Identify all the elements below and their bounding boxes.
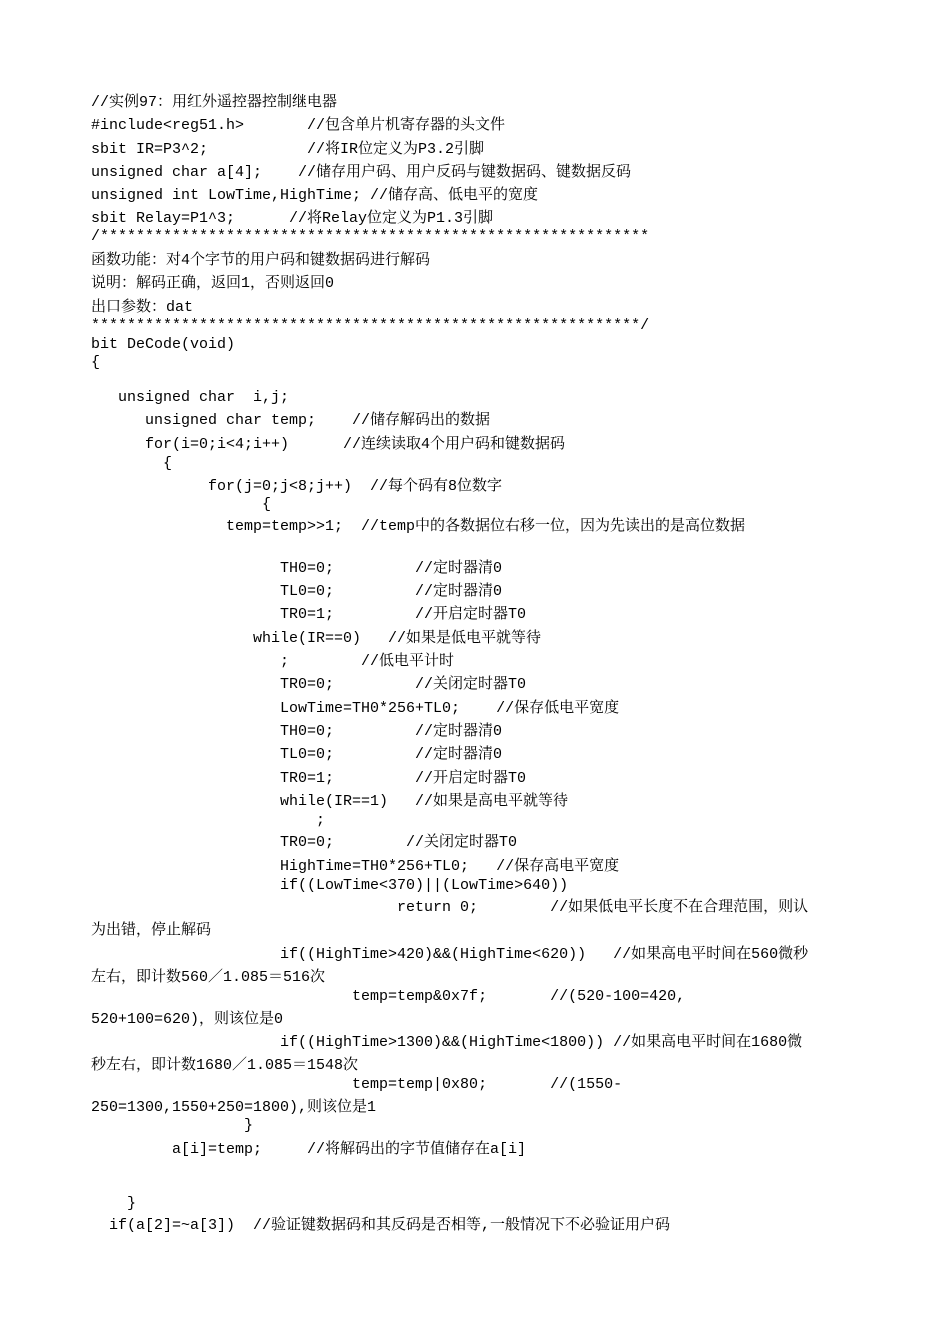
comment-divider: /************************************************************* xyxy=(91,228,650,245)
code-line: temp=temp>>1; //temp中的各数据位右移一位，因为先读出的是高位数据 xyxy=(91,518,746,535)
code-line: TR0=1; //开启定时器T0 xyxy=(91,770,527,787)
code-line: a[i]=temp; //将解码出的字节值储存在a[i] xyxy=(91,1141,527,1158)
code-line: for(j=0;j<8;j++) //每个码有8位数字 xyxy=(91,478,503,495)
comment-divider: *************************************************************/ xyxy=(91,317,650,334)
code-line: for(i=0;i<4;i++) //连续读取4个用户码和键数据码 xyxy=(91,436,566,453)
code-line: bit DeCode(void) xyxy=(91,336,236,353)
code-line: ; //低电平计时 xyxy=(91,653,455,670)
code-line: 520+100=620)，则该位是0 xyxy=(91,1011,284,1028)
code-line: unsigned char i,j; xyxy=(91,389,290,406)
code-line: { xyxy=(91,354,101,371)
code-line: 说明：解码正确，返回1，否则返回0 xyxy=(91,275,335,292)
code-line: unsigned char a[4]; //储存用户码、用户反码与键数据码、键数据反码 xyxy=(91,164,632,181)
code-line: 出口参数：dat xyxy=(91,299,194,316)
code-line: 为出错，停止解码 xyxy=(91,922,212,939)
code-line: if((LowTime<370)||(LowTime>640)) xyxy=(91,877,569,894)
code-line: { xyxy=(91,496,272,513)
code-line: temp=temp|0x80; //(1550- xyxy=(91,1076,623,1093)
code-line: sbit Relay=P1^3; //将Relay位定义为P1.3引脚 xyxy=(91,210,494,227)
code-line: 函数功能：对4个字节的用户码和键数据码进行解码 xyxy=(91,252,431,269)
code-line: TR0=1; //开启定时器T0 xyxy=(91,606,527,623)
code-line: TR0=0; //关闭定时器T0 xyxy=(91,676,527,693)
code-line: TH0=0; //定时器清0 xyxy=(91,560,503,577)
code-line: #include<reg51.h> //包含单片机寄存器的头文件 xyxy=(91,117,506,134)
code-line: if(a[2]=~a[3]) //验证键数据码和其反码是否相等,一般情况下不必验证用户码 xyxy=(91,1217,671,1234)
code-line: HighTime=TH0*256+TL0; //保存高电平宽度 xyxy=(91,858,620,875)
code-line: TR0=0; //关闭定时器T0 xyxy=(91,834,518,851)
code-line: return 0; //如果低电平长度不在合理范围，则认 xyxy=(91,899,809,916)
code-line: if((HighTime>420)&&(HighTime<620)) //如果高电平时间在560微秒 xyxy=(91,946,809,963)
code-line: if((HighTime>1300)&&(HighTime<1800)) //如果高电平时间在1680微 xyxy=(91,1034,803,1051)
code-line: temp=temp&0x7f; //(520-100=420, xyxy=(91,988,686,1005)
code-line: //实例97：用红外遥控器控制继电器 xyxy=(91,94,338,111)
code-line: TH0=0; //定时器清0 xyxy=(91,723,503,740)
code-line: TL0=0; //定时器清0 xyxy=(91,583,503,600)
code-line: 秒左右，即计数1680／1.085＝1548次 xyxy=(91,1057,359,1074)
code-line: unsigned int LowTime,HighTime; //储存高、低电平的宽度 xyxy=(91,187,539,204)
code-line: } xyxy=(91,1117,254,1134)
code-line: while(IR==1) //如果是高电平就等待 xyxy=(91,793,569,810)
code-line: { xyxy=(91,455,173,472)
code-line: while(IR==0) //如果是低电平就等待 xyxy=(91,630,542,647)
code-line: 左右，即计数560／1.085＝516次 xyxy=(91,969,326,986)
code-line: TL0=0; //定时器清0 xyxy=(91,746,503,763)
code-line: sbit IR=P3^2; //将IR位定义为P3.2引脚 xyxy=(91,141,485,158)
code-line: 250=1300,1550+250=1800),则该位是1 xyxy=(91,1099,377,1116)
code-line: } xyxy=(91,1195,137,1212)
code-line: ; xyxy=(91,812,326,829)
code-line: unsigned char temp; //储存解码出的数据 xyxy=(91,412,491,429)
code-line: LowTime=TH0*256+TL0; //保存低电平宽度 xyxy=(91,700,620,717)
